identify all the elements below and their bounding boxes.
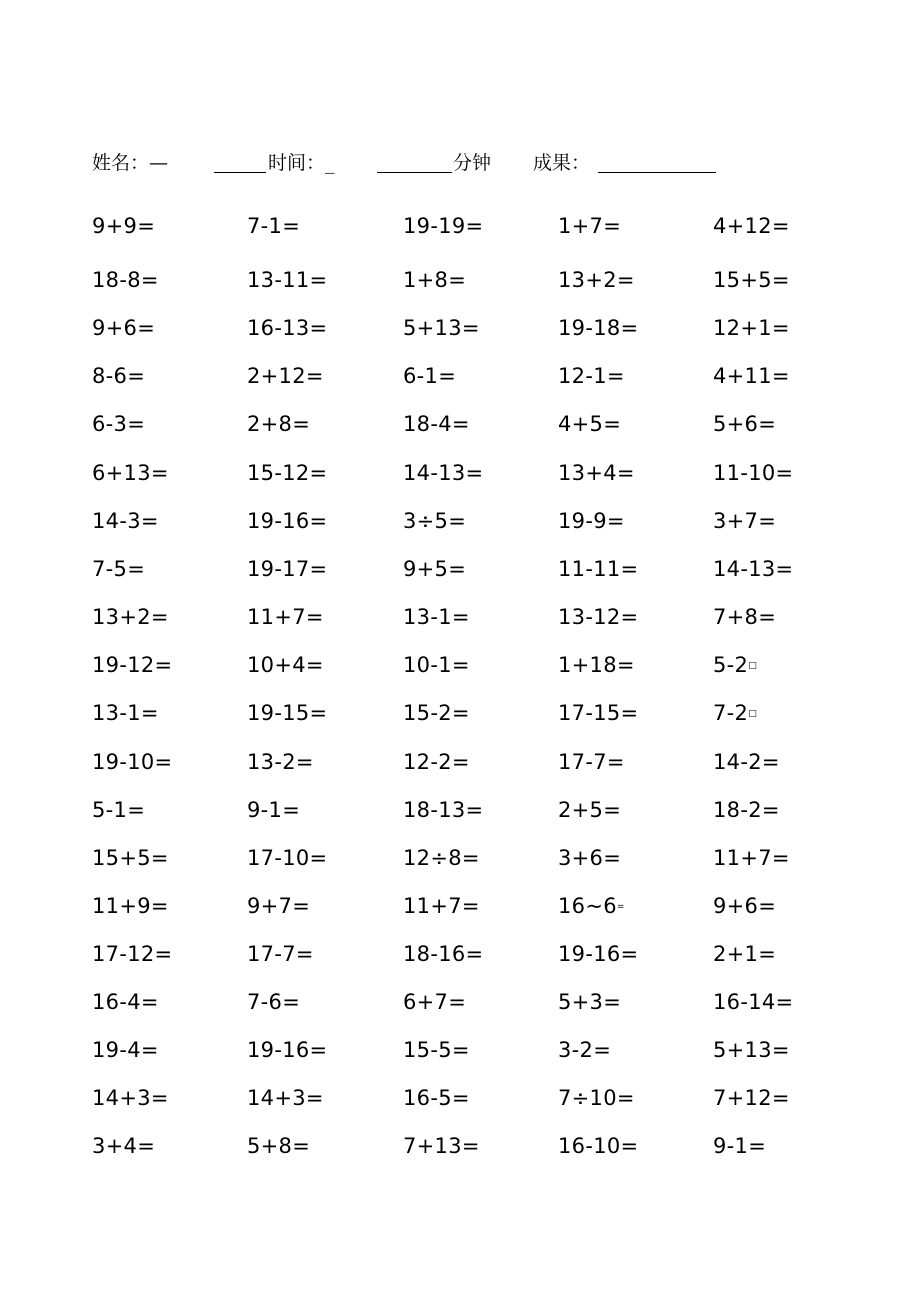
math-problem: 19-17=	[247, 557, 328, 581]
math-problem: 17-15=	[558, 701, 639, 725]
problem-row	[92, 846, 872, 880]
math-problem: 7÷10=	[558, 1086, 635, 1110]
math-problem: 11-10=	[713, 461, 794, 485]
math-problem: 9-1=	[247, 798, 301, 822]
small-equals-mark: □	[748, 661, 758, 671]
math-problem: 11+7=	[713, 846, 790, 870]
math-problem: 15+5=	[713, 268, 790, 292]
math-problem: 17-7=	[558, 750, 625, 774]
problem-row	[92, 1134, 872, 1168]
math-problem: 14-13=	[713, 557, 794, 581]
minutes-label: 分钟	[453, 152, 492, 174]
math-problem: 2+12=	[247, 364, 324, 388]
problem-row	[92, 653, 872, 687]
problem-row	[92, 798, 872, 832]
math-problem: 19-10=	[92, 750, 173, 774]
math-problem: 12-2=	[403, 750, 470, 774]
math-problem: 6-1=	[403, 364, 457, 388]
math-problem: 16-4=	[92, 990, 159, 1014]
math-problem: 10-1=	[403, 653, 470, 677]
problem-row	[92, 364, 872, 398]
math-problem: 16-14=	[713, 990, 794, 1014]
math-problem: 17-10=	[247, 846, 328, 870]
math-problem: 9+9=	[92, 214, 156, 238]
math-problem: 7+12=	[713, 1086, 790, 1110]
problem-row	[92, 894, 872, 928]
math-problem: 8-6=	[92, 364, 146, 388]
math-problem: 5+8=	[247, 1134, 311, 1158]
math-problem: 11+7=	[403, 894, 480, 918]
math-problem: 9+5=	[403, 557, 467, 581]
name-label: 姓名：—	[92, 152, 169, 174]
math-problem: 1+18=	[558, 653, 635, 677]
math-problem: 1+7=	[558, 214, 622, 238]
math-problem: 11+9=	[92, 894, 169, 918]
score-label: 成果：	[533, 152, 591, 174]
math-problem: 18-8=	[92, 268, 159, 292]
math-problem: 16-10=	[558, 1134, 639, 1158]
math-problem: 5+6=	[713, 412, 777, 436]
math-problem: 9-1=	[713, 1134, 767, 1158]
problem-row	[92, 509, 872, 543]
math-problem: 15-2=	[403, 701, 470, 725]
math-problem: 9+6=	[92, 316, 156, 340]
math-problem: 4+12=	[713, 214, 790, 238]
math-problem: 19-15=	[247, 701, 328, 725]
math-problem: 13-12=	[558, 605, 639, 629]
math-problem: 3+7=	[713, 509, 777, 533]
math-problem: 4+11=	[713, 364, 790, 388]
math-problem: 18-2=	[713, 798, 780, 822]
math-problem: 14+3=	[92, 1086, 169, 1110]
math-problem: 19-9=	[558, 509, 625, 533]
arithmetic-problem-grid	[92, 0, 872, 1301]
math-problem: 6+13=	[92, 461, 169, 485]
problem-row	[92, 461, 872, 495]
small-equals-mark: □	[748, 709, 758, 719]
time-label: 时间：_	[268, 152, 335, 174]
math-problem: 7-6=	[247, 990, 301, 1014]
math-problem: 6-3=	[92, 412, 146, 436]
math-problem: 19-12=	[92, 653, 173, 677]
math-problem: 19-19=	[403, 214, 484, 238]
math-problem: 7-5=	[92, 557, 146, 581]
math-problem: 1+8=	[403, 268, 467, 292]
math-problem: 16-5=	[403, 1086, 470, 1110]
math-problem: 5+13=	[403, 316, 480, 340]
math-problem: 2+1=	[713, 942, 777, 966]
math-problem: 7+13=	[403, 1134, 480, 1158]
math-problem: 16-13=	[247, 316, 328, 340]
math-problem: 5-1=	[92, 798, 146, 822]
math-problem: 19-4=	[92, 1038, 159, 1062]
math-problem: 9+6=	[713, 894, 777, 918]
math-problem: 13+2=	[558, 268, 635, 292]
math-problem: 13+2=	[92, 605, 169, 629]
problem-row	[92, 268, 872, 302]
math-problem: 12÷8=	[403, 846, 480, 870]
math-problem: 7-1=	[247, 214, 301, 238]
math-problem: 11-11=	[558, 557, 639, 581]
math-problem: 18-13=	[403, 798, 484, 822]
math-problem: 12-1=	[558, 364, 625, 388]
math-problem: 15+5=	[92, 846, 169, 870]
math-problem: 16~6=	[558, 894, 625, 918]
problem-row	[92, 701, 872, 735]
math-problem: 5-2□	[713, 653, 758, 677]
math-problem: 14+3=	[247, 1086, 324, 1110]
math-problem: 13+4=	[558, 461, 635, 485]
math-problem: 3+6=	[558, 846, 622, 870]
problem-row	[92, 214, 872, 248]
math-problem: 4+5=	[558, 412, 622, 436]
math-problem: 5+3=	[558, 990, 622, 1014]
math-problem: 13-1=	[92, 701, 159, 725]
math-problem: 9+7=	[247, 894, 311, 918]
math-problem: 3-2=	[558, 1038, 612, 1062]
math-problem: 7+8=	[713, 605, 777, 629]
problem-row	[92, 557, 872, 591]
math-problem: 19-16=	[247, 509, 328, 533]
math-problem: 18-16=	[403, 942, 484, 966]
math-problem: 13-1=	[403, 605, 470, 629]
problem-row	[92, 990, 872, 1024]
math-problem: 3+4=	[92, 1134, 156, 1158]
math-problem: 19-18=	[558, 316, 639, 340]
math-problem: 2+5=	[558, 798, 622, 822]
small-equals-mark: =	[616, 902, 625, 912]
problem-row	[92, 412, 872, 446]
math-problem: 14-3=	[92, 509, 159, 533]
math-problem: 15-12=	[247, 461, 328, 485]
problem-row	[92, 605, 872, 639]
problem-row	[92, 750, 872, 784]
math-problem: 11+7=	[247, 605, 324, 629]
math-problem: 6+7=	[403, 990, 467, 1014]
math-problem: 13-2=	[247, 750, 314, 774]
math-problem: 19-16=	[247, 1038, 328, 1062]
math-problem: 10+4=	[247, 653, 324, 677]
math-problem: 2+8=	[247, 412, 311, 436]
problem-row	[92, 1038, 872, 1072]
math-problem: 18-4=	[403, 412, 470, 436]
math-problem: 19-16=	[558, 942, 639, 966]
math-problem: 12+1=	[713, 316, 790, 340]
math-problem: 14-2=	[713, 750, 780, 774]
math-problem: 13-11=	[247, 268, 328, 292]
math-problem: 3÷5=	[403, 509, 467, 533]
math-problem: 7-2□	[713, 701, 758, 725]
problem-row	[92, 316, 872, 350]
math-problem: 17-12=	[92, 942, 173, 966]
math-problem: 15-5=	[403, 1038, 470, 1062]
math-problem: 17-7=	[247, 942, 314, 966]
math-problem: 5+13=	[713, 1038, 790, 1062]
math-problem: 14-13=	[403, 461, 484, 485]
problem-row	[92, 942, 872, 976]
problem-row	[92, 1086, 872, 1120]
